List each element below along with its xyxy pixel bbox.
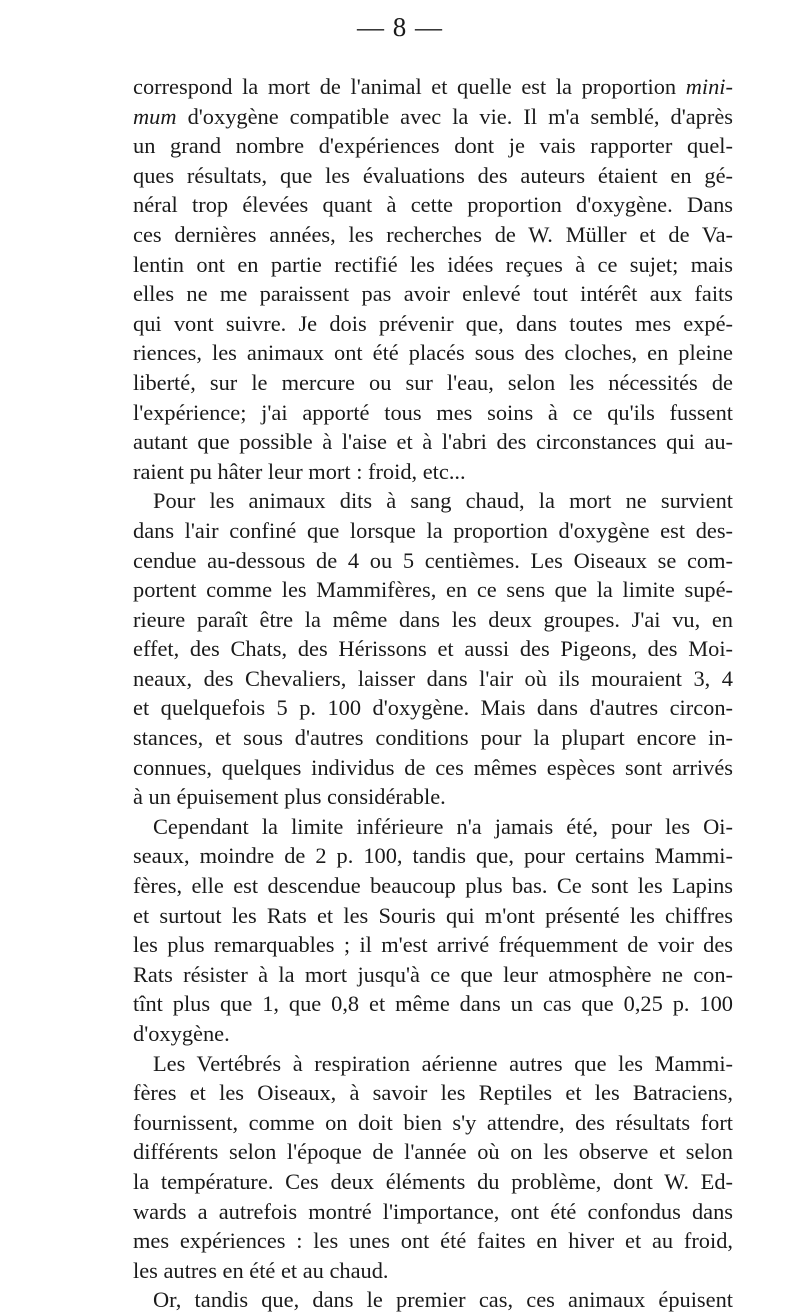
text-line: qui vont suivre. Je dois prévenir que, dans toutes mes expé- <box>133 310 733 336</box>
text-line: Or, tandis que, dans le premier cas, ces animaux épuisent <box>153 1287 733 1313</box>
text-line: portent comme les Mammifères, en ce sens que la limite supé- <box>133 577 733 603</box>
text-line: cendue au-dessous de 4 ou 5 centièmes. Les Oiseaux se com- <box>133 547 733 573</box>
text-line: d'oxygène. <box>133 1021 230 1046</box>
text-line: seaux, moindre de 2 p. 100, tandis que, pour certains Mammi- <box>133 843 733 869</box>
text-line: liberté, sur le mercure ou sur l'eau, selon les nécessités de <box>133 369 733 395</box>
paragraph-3 <box>133 812 733 1049</box>
text-line: néral trop élevées quant à cette proportion d'oxygène. Dans <box>133 192 733 218</box>
text-line: elles ne me paraissent pas avoir enlevé tout intérêt aux faits <box>133 281 733 307</box>
text-line: mes expériences : les unes ont été faites en hiver et au froid, <box>133 1228 733 1254</box>
text-line: et quelquefois 5 p. 100 d'oxygène. Mais dans d'autres circon- <box>133 695 733 721</box>
text-line: rieure paraît être la même dans les deux groupes. J'ai vu, en <box>133 606 733 632</box>
text-line: ques résultats, que les évaluations des auteurs étaient en gé- <box>133 162 733 188</box>
text-line: Les Vertébrés à respiration aérienne autres que les Mammi- <box>153 1050 733 1076</box>
text-line: connues, quelques individus de ces mêmes espèces sont arrivés <box>133 754 733 780</box>
text-line: l'expérience; j'ai apporté tous mes soins à ce qu'ils fussent <box>133 399 733 425</box>
text-line: neaux, des Chevaliers, laisser dans l'air où ils mouraient 3, 4 <box>133 665 733 691</box>
page-text <box>133 72 733 1315</box>
italic-word: mum <box>133 103 177 129</box>
text-line: les autres en été et au chaud. <box>133 1257 389 1283</box>
text-line: un grand nombre d'expériences dont je vais rapporter quel- <box>133 133 733 159</box>
text-line: raient pu hâter leur mort : froid, etc... <box>133 458 466 484</box>
paragraph-4 <box>133 1049 733 1286</box>
text-line: autant que possible à l'aise et à l'abri des circonstances qui au- <box>133 429 733 455</box>
paragraph-1 <box>133 72 733 486</box>
text-line: Cependant la limite inférieure n'a jamais été, pour les Oi- <box>153 813 733 839</box>
text-line: wards a autrefois montré l'importance, ont été confondus dans <box>133 1198 733 1224</box>
text-line: lentin ont en partie rectifié les idées reçues à ce sujet; mais <box>133 251 733 277</box>
text-line: la température. Ces deux éléments du problème, dont W. Ed- <box>133 1168 733 1194</box>
italic-word: mini- <box>685 74 733 99</box>
paragraph-2 <box>133 486 733 812</box>
text-line: tînt plus que 1, que 0,8 et même dans un cas que 0,25 p. 100 <box>133 991 733 1017</box>
text-line: riences, les animaux ont été placés sous des cloches, en pleine <box>133 340 733 366</box>
page-number: — 8 — <box>357 12 443 42</box>
text-line: fères, elle est descendue beaucoup plus bas. Ce sont les Lapins <box>133 873 733 899</box>
text-line: correspond la mort de l'animal et quelle est la proportion mini- <box>133 74 733 99</box>
text-line: stances, et sous d'autres conditions pour la plupart encore in- <box>133 725 733 751</box>
text-line: fournissent, comme on doit bien s'y attendre, des résultats fort <box>133 1109 733 1135</box>
text-line: Rats résister à la mort jusqu'à ce que leur atmosphère ne con- <box>133 961 733 987</box>
text-line: fères et les Oiseaux, à savoir les Reptiles et les Batraciens, <box>133 1080 733 1106</box>
text-line: mum d'oxygène compatible avec la vie. Il m'a semblé, d'après <box>133 103 733 129</box>
text-line: les plus remarquables ; il m'est arrivé fréquemment de voir des <box>133 932 733 958</box>
paragraph-5 <box>133 1285 733 1315</box>
text-line: ces dernières années, les recherches de W. Müller et de Va- <box>133 221 733 247</box>
text-line: dans l'air confiné que lorsque la proportion d'oxygène est des- <box>133 517 733 543</box>
text-line: et surtout les Rats et les Souris qui m'ont présenté les chiffres <box>133 902 733 928</box>
text-line: différents selon l'époque de l'année où on les observe et selon <box>133 1139 733 1165</box>
text-line: Pour les animaux dits à sang chaud, la mort ne survient <box>153 488 733 514</box>
text-line: effet, des Chats, des Hérissons et aussi des Pigeons, des Moi- <box>133 636 733 662</box>
text-line: à un épuisement plus considérable. <box>133 784 446 810</box>
